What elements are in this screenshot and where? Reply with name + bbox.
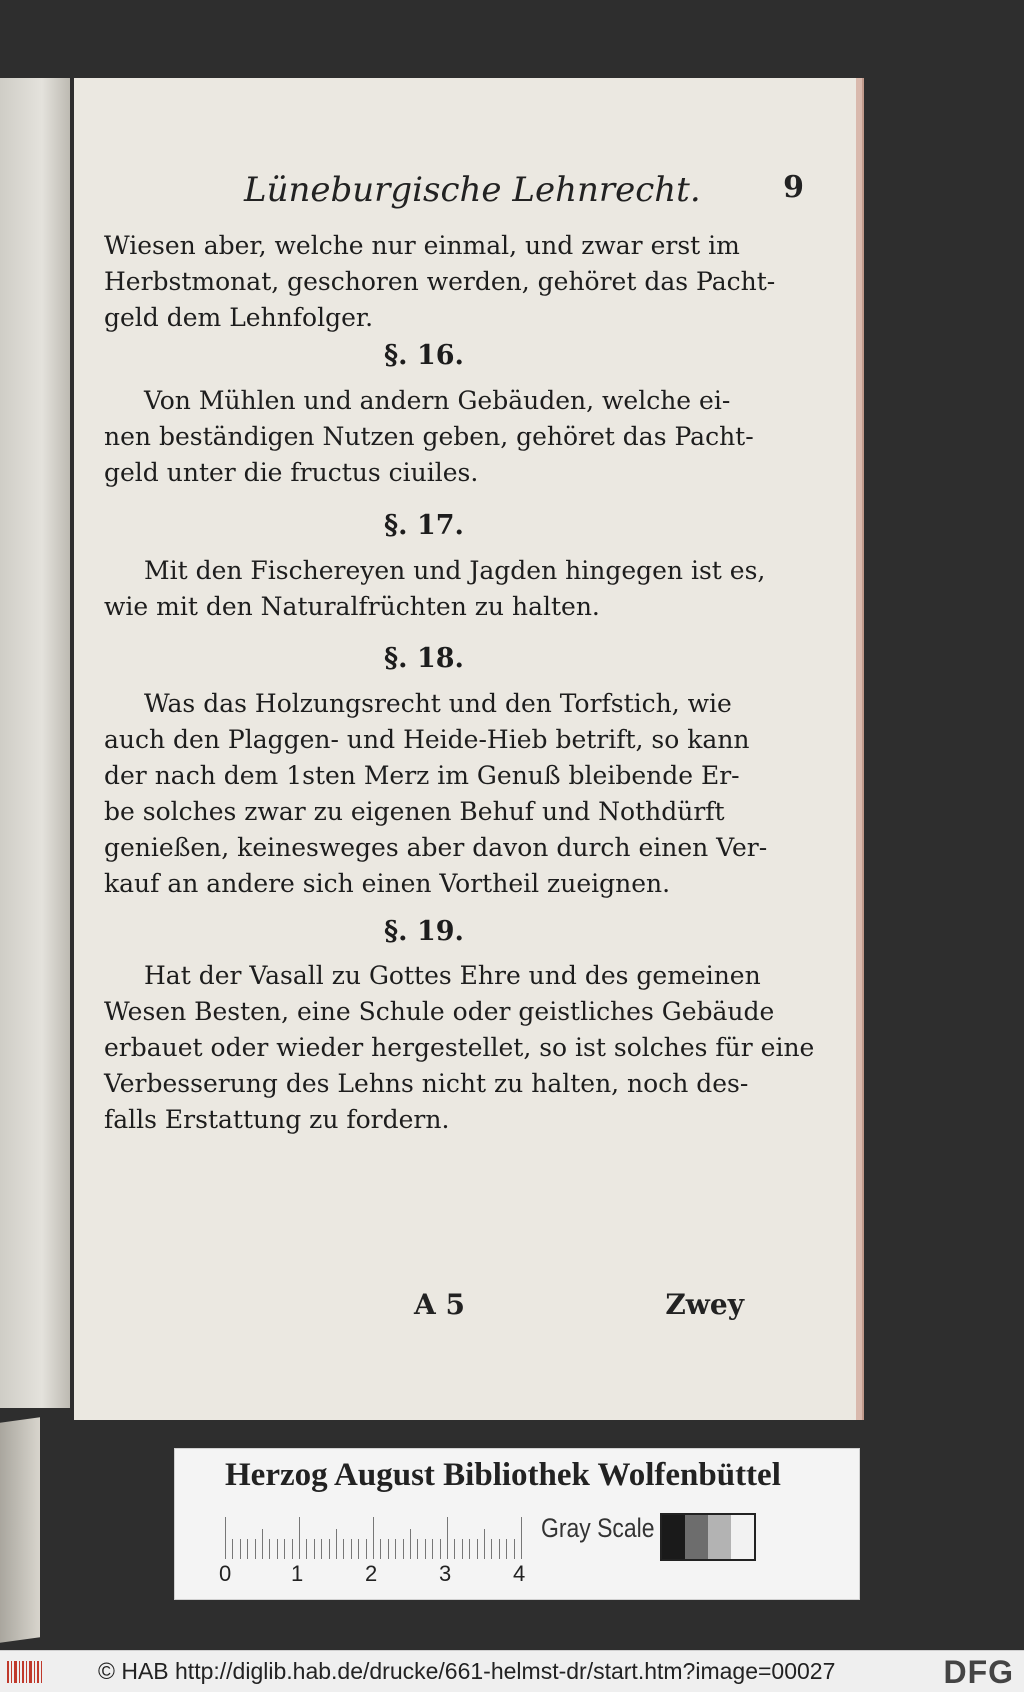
ruler-tick bbox=[491, 1539, 492, 1559]
ruler-tick bbox=[232, 1539, 233, 1559]
gray-patch bbox=[708, 1515, 731, 1559]
text-line: falls Erstattung zu fordern. bbox=[104, 1105, 450, 1134]
ruler-tick bbox=[506, 1539, 507, 1559]
text-line: kauf an andere sich einen Vortheil zueignen. bbox=[104, 869, 671, 898]
ruler-tick bbox=[343, 1539, 344, 1559]
ruler-label: 3 bbox=[439, 1561, 452, 1586]
text-line: erbauet oder wieder hergestellet, so ist solches für eine bbox=[104, 1033, 815, 1062]
text-line: nen beständigen Nutzen geben, gehöret das Pacht- bbox=[104, 422, 754, 451]
color-calibration-card bbox=[174, 1448, 860, 1600]
gray-patch bbox=[662, 1515, 685, 1559]
text-line: Was das Holzungsrecht und den Torfstich, wie bbox=[144, 689, 732, 718]
ruler-tick bbox=[284, 1539, 285, 1559]
ruler-tick bbox=[299, 1517, 300, 1559]
left-page-edge bbox=[0, 78, 70, 1408]
ruler-tick bbox=[462, 1539, 463, 1559]
paragraph-continued bbox=[104, 228, 776, 336]
footer-bar bbox=[0, 1650, 1024, 1692]
ruler-tick bbox=[432, 1539, 433, 1559]
section-18-heading: §. 18. bbox=[384, 643, 464, 674]
text-line: geld unter die fructus ciuiles. bbox=[104, 458, 479, 487]
dfg-logo: DFG bbox=[943, 1654, 1014, 1690]
text-line: Hat der Vasall zu Gottes Ehre und des gemeinen bbox=[144, 961, 761, 990]
ruler-tick bbox=[477, 1539, 478, 1559]
signature-mark: A 5 bbox=[414, 1288, 465, 1321]
ruler-tick bbox=[395, 1539, 396, 1559]
ruler-tick bbox=[521, 1517, 522, 1559]
ruler-tick bbox=[306, 1539, 307, 1559]
text-line: geld dem Lehnfolger. bbox=[104, 303, 374, 332]
text-line: genießen, keinesweges aber davon durch einen Ver- bbox=[104, 833, 768, 862]
ruler-tick bbox=[262, 1529, 263, 1559]
section-16-heading: §. 16. bbox=[384, 340, 464, 371]
ruler-label: 4 bbox=[513, 1561, 526, 1586]
gray-patch bbox=[731, 1515, 754, 1559]
ruler-tick bbox=[277, 1539, 278, 1559]
text-line: Von Mühlen und andern Gebäuden, welche ei- bbox=[144, 386, 731, 415]
ruler-tick bbox=[380, 1539, 381, 1559]
ruler-tick bbox=[240, 1539, 241, 1559]
ruler-tick bbox=[269, 1539, 270, 1559]
page-number: 9 bbox=[783, 170, 804, 205]
text-line: Verbesserung des Lehns nicht zu halten, noch des- bbox=[104, 1069, 749, 1098]
ruler-tick bbox=[417, 1539, 418, 1559]
ruler-tick bbox=[403, 1539, 404, 1559]
ruler-tick bbox=[366, 1539, 367, 1559]
section-19-text bbox=[104, 958, 815, 1138]
text-line: wie mit den Naturalfrüchten zu halten. bbox=[104, 592, 600, 621]
ruler-label: 0 bbox=[219, 1561, 232, 1586]
ruler-label: 2 bbox=[365, 1561, 378, 1586]
running-head: Lüneburgische Lehnrecht. bbox=[244, 170, 701, 210]
page-header bbox=[244, 170, 804, 220]
catchword: Zwey bbox=[665, 1288, 744, 1321]
text-line: be solches zwar zu eigenen Behuf und Nothdürft bbox=[104, 797, 725, 826]
ruler-tick bbox=[484, 1529, 485, 1559]
ruler-tick bbox=[358, 1539, 359, 1559]
section-16-text bbox=[104, 383, 754, 491]
ruler-tick bbox=[499, 1539, 500, 1559]
text-line: der nach dem 1sten Merz im Genuß bleibende Er- bbox=[104, 761, 740, 790]
ruler-tick bbox=[454, 1539, 455, 1559]
ruler-tick bbox=[247, 1539, 248, 1559]
ruler-tick bbox=[425, 1539, 426, 1559]
text-line: Mit den Fischereyen und Jagden hingegen ist es, bbox=[144, 556, 766, 585]
ruler-tick bbox=[329, 1539, 330, 1559]
ruler-label: 1 bbox=[291, 1561, 304, 1586]
left-page-corner bbox=[0, 1417, 40, 1643]
measurement-ruler bbox=[225, 1517, 525, 1559]
ruler-tick bbox=[351, 1539, 352, 1559]
ruler-tick bbox=[225, 1517, 226, 1559]
text-line: Wesen Besten, eine Schule oder geistliches Gebäude bbox=[104, 997, 775, 1026]
text-line: Wiesen aber, welche nur einmal, und zwar erst im bbox=[104, 231, 740, 260]
section-19-heading: §. 19. bbox=[384, 916, 464, 947]
gray-scale-strip bbox=[660, 1513, 756, 1561]
ruler-tick bbox=[373, 1517, 374, 1559]
ruler-tick bbox=[292, 1539, 293, 1559]
library-name: Herzog August Bibliothek Wolfenbüttel bbox=[225, 1457, 781, 1493]
section-18-text bbox=[104, 686, 768, 902]
ruler-tick bbox=[447, 1517, 448, 1559]
text-line: auch den Plaggen- und Heide-Hieb betrift, so kann bbox=[104, 725, 750, 754]
ruler-tick bbox=[321, 1539, 322, 1559]
ruler-tick bbox=[440, 1539, 441, 1559]
ruler-tick bbox=[314, 1539, 315, 1559]
ruler-tick bbox=[410, 1529, 411, 1559]
ruler-tick bbox=[255, 1539, 256, 1559]
ruler-tick bbox=[469, 1539, 470, 1559]
section-17-heading: §. 17. bbox=[384, 510, 464, 541]
ruler-tick bbox=[514, 1539, 515, 1559]
text-line: Herbstmonat, geschoren werden, gehöret das Pacht- bbox=[104, 267, 776, 296]
book-page bbox=[74, 78, 856, 1420]
gray-scale-label: Gray Scale bbox=[541, 1513, 655, 1543]
gray-patch bbox=[685, 1515, 708, 1559]
barcode-icon bbox=[6, 1659, 46, 1685]
ruler-tick bbox=[336, 1529, 337, 1559]
ruler-tick bbox=[388, 1539, 389, 1559]
section-17-text bbox=[104, 553, 766, 625]
copyright-url[interactable]: © HAB http://diglib.hab.de/drucke/661-helmst-dr/start.htm?image=00027 bbox=[98, 1658, 836, 1684]
catchword-row bbox=[104, 1288, 744, 1328]
